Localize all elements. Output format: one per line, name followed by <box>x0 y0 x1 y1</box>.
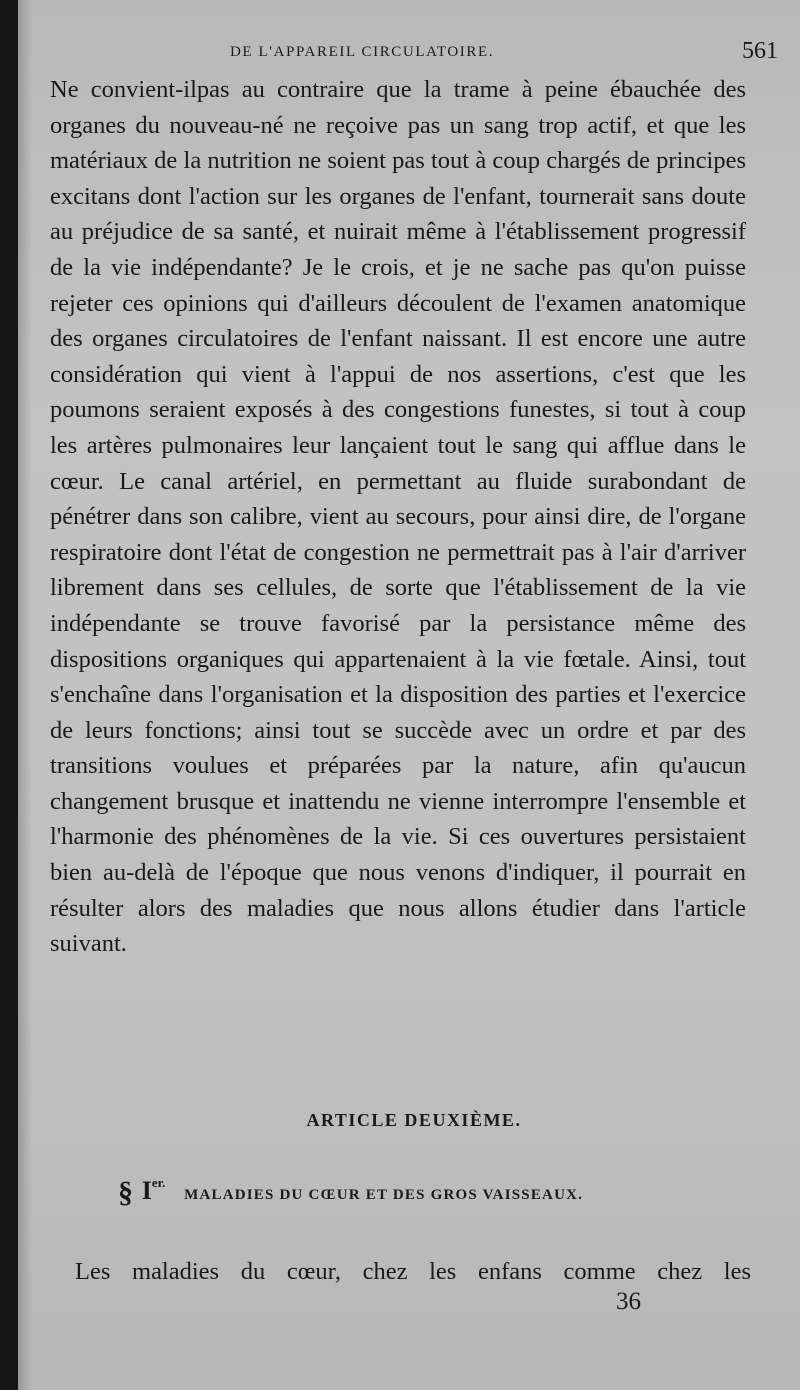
section-title: MALADIES DU CŒUR ET DES GROS VAISSEAUX. <box>184 1187 584 1203</box>
page-number: 561 <box>742 38 778 64</box>
section-ordinal-numeral: I <box>141 1176 152 1205</box>
section-ordinal <box>142 1176 166 1205</box>
section-ordinal-superscript-text: er <box>151 1175 163 1190</box>
body-paragraph: Ne convient-ilpas au contraire que la trame à peine ébauchée des organes du nouveau-né ne reçoive pas un sang trop actif, et que les matériaux de la nutrition ne soient pas tout à coup chargés de principes excitans dont l'action sur les organes de l'enfant, tournerait sans doute au préjudice de sa santé, et nuirait même à l'établissement progressif de la vie indépendante? Je le crois, et je ne sache pas qu'on puisse rejeter ces opinions qui d'ailleurs découlent de l'examen anatomique des organes circulatoires de l'enfant naissant. Il est encore une autre considération qui vient à l'appui de nos assertions, c'est que les poumons seraient exposés à des congestions funestes, si tout à coup les artères pulmonaires leur lançaient tout le sang qui afflue dans le cœur. Le canal artériel, en permettant au fluide surabondant de pénétrer dans son calibre, vient au secours, pour ainsi dire, de l'organe respiratoire dont l'état de congestion ne permettrait pas à l'air d'arriver librement dans ses cellules, de sorte que l'établissement de la vie indépendante se trouve favorisé par la persistance même des dispositions organiques qui appartenaient à la vie fœtale. Ainsi, tout s'enchaîne dans l'organisation et la disposition des parties et l'exercice de leurs fonctions; ainsi tout se succède avec un ordre et par des transitions voulues et préparées par la nature, afin qu'aucun changement brusque et inattendu ne vienne interrompre l'ensemble et l'harmonie des phénomènes de la vie. Si ces ouvertures persistaient bien au-delà de l'époque que nous venons d'indiquer, il pourrait en résulter alors des maladies que nous allons étudier dans l'article suivant. <box>50 76 746 958</box>
signature-mark: 36 <box>616 1288 641 1315</box>
closing-line: Les maladies du cœur, chez les enfans comme chez les <box>75 1258 751 1285</box>
article-heading: ARTICLE DEUXIÈME. <box>306 1110 522 1130</box>
running-head: DE L'APPAREIL CIRCULATOIRE. <box>230 44 495 60</box>
page-header <box>18 38 800 68</box>
section-mark: § <box>118 1176 133 1209</box>
section-ordinal-superscript: er. <box>151 1175 166 1190</box>
book-page <box>18 0 800 1390</box>
section-heading <box>118 1175 583 1210</box>
